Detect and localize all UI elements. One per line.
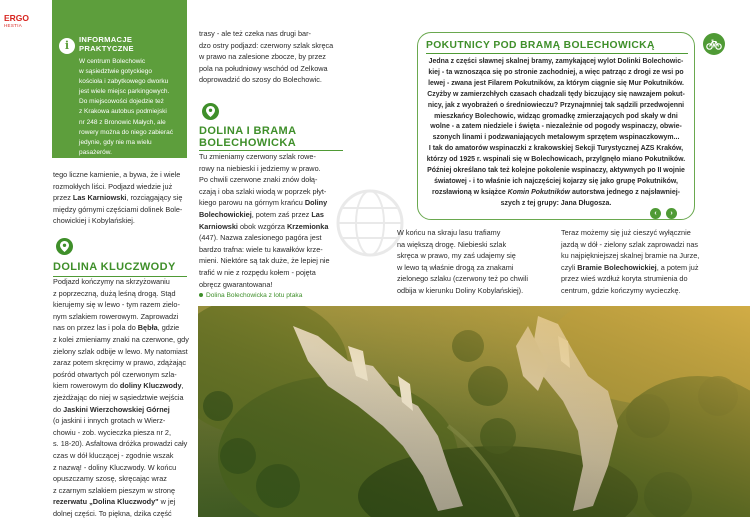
kluczwody-line: z kolei zmieniamy znaki na czerwone, gdy [53, 334, 189, 344]
kluczwody-line: nas on przez las i pola do Bębła, gdzie [53, 323, 180, 333]
info-line: w sąsiedztwie gotyckiego [79, 68, 152, 76]
brama-line: mieni. Niektóre są tak duże, że lepiej nie [199, 256, 330, 266]
kluczwody-line: z czarnym szlakiem pieszym w stronę [53, 485, 176, 495]
story-line: którzy od 1925 r. wspinali się w Bolechowicach, przylgnęło miano Pokutników. [426, 156, 686, 164]
info-title-line1: INFORMACJE [79, 35, 133, 44]
kluczwody-line: rezerwatu „Dolina Kluczwody" w jej [53, 497, 176, 507]
kluczwody-line: pośród otwartych pól czerwonym szla- [53, 369, 177, 379]
col3-line: skręca w prawo, my zaś udajemy się [397, 251, 516, 261]
kluczwody-line: dolnej części. To piękna, dzika część [53, 508, 172, 518]
story-line: lewej - zwana jest Filarem Pokutników, za którym ciągnie się Mur Pokutników. [428, 79, 684, 87]
col4-text [561, 227, 721, 297]
info-line: z Krakowa autobus podmiejski [79, 108, 167, 116]
kluczwody-line: zaraz potem skręcimy w prawo, zdążając [53, 358, 187, 368]
story-line: szonych linami i podzwaniających metalowym sprzętem wspinaczkowym... [432, 134, 680, 142]
brama-line: obręcz gwarantowana! [199, 279, 273, 289]
kluczwody-line: nym szlakiem rowerowym. Zaprowadzi [53, 311, 179, 321]
ergo-hestia-logo [4, 14, 29, 28]
col1-top-text [53, 169, 195, 227]
section-title-brama [199, 125, 296, 149]
col1-line: tego liczne kamienie, a bywa, że i wiele [53, 170, 181, 179]
kluczwody-text [53, 276, 195, 519]
kluczwody-line: (o jaskini i innych grotach w Wierz- [53, 416, 166, 426]
info-icon: i [59, 38, 75, 54]
story-line: Jedna z części sławnej skalnej bramy, zamykającej wylot Dolinki Bolechowic- [428, 58, 684, 65]
logo-line2: HESTIA [4, 23, 23, 28]
watermark-globe [335, 188, 405, 258]
kluczwody-line: zielony szlak odbije w lewo. My natomiast [53, 346, 188, 356]
info-line: nr 248 z Bronowic Małych, ale [79, 118, 166, 126]
info-line: Do miejscowości dojedzie też [79, 98, 164, 106]
section-title-kluczwody: DOLINA KLUCZWODY [53, 261, 176, 273]
valley-aerial-photo [198, 306, 750, 517]
brama-line: czają i oba szlaki wiodą w poprzek płyt- [199, 186, 327, 196]
kluczwody-line: do Jaskini Wierzchowskiej Górnej [53, 404, 170, 414]
caption-bullet-icon [199, 293, 203, 297]
col4-line: czyli Bramie Bolechowickiej, a potem już [561, 262, 699, 272]
brama-line: (447). Nazwa zalesionego pagóra jest [199, 233, 322, 243]
brama-title-line1: DOLINA I BRAMA [199, 125, 297, 137]
kluczwody-line: kierujemy się w lewo - tym razem zielo- [53, 300, 180, 310]
info-text [79, 57, 173, 158]
brama-line: Bolechowickiej, potem zaś przez Las [199, 209, 324, 219]
brama-title-line2: BOLECHOWICKA [199, 137, 297, 149]
bike-icon [703, 33, 725, 55]
story-line: kiej - ta wznosząca się po stronie zachodniej, a więc patrząc z drogi ze wsi po [428, 68, 684, 76]
brama-line: bardzo trafna: wiele tu kawałków krze- [199, 244, 323, 254]
col2-line: doprowadzić do szosy do Bolechowic. [199, 75, 322, 85]
photo-caption [199, 292, 302, 299]
next-arrow-icon[interactable]: › [666, 208, 677, 219]
story-title: POKUTNICY POD BRAMĄ BOLECHOWICKĄ [426, 40, 655, 51]
map-pin-icon [56, 238, 73, 255]
brama-line: Karniowski obok wzgórza Krzemionka [199, 221, 329, 231]
brama-text [199, 151, 349, 290]
caption-text: Dolina Bolechowicka z lotu ptaka [206, 292, 303, 299]
col4-line: Teraz możemy się już cieszyć wyłącznie [561, 228, 691, 237]
story-box [417, 32, 695, 220]
col1-line: przez Las Karniowski, rozciągający się [53, 193, 183, 203]
prev-arrow-icon[interactable]: ‹ [650, 208, 661, 219]
kluczwody-line: czas w dół kluczącej - zgodnie wszak [53, 450, 174, 460]
info-line: kościoła i zabytkowego dworku [79, 78, 169, 86]
col3-line: w lewo tą właśnie drogą za znakami [397, 262, 514, 272]
col3-line: W końcu na skraju lasu trafiamy [397, 228, 501, 237]
brama-line: Po chwili czerwone znaki znów dołą- [199, 175, 318, 185]
info-line: rowery można do niego zabierać [79, 128, 173, 136]
story-line: wolne - a zatem niedziele i święta - niezależnie od pogody wspinaczy, obwie- [430, 123, 682, 131]
col4-line: przez wieś wzdłuż koryta strumienia do [561, 274, 688, 284]
story-line: Później określano tak też kolejne pokolenie wspinaczy, aktywnych po II wojnie [427, 167, 685, 175]
info-line: W centrum Bolechowic [79, 58, 146, 65]
col2-line: trasy - ale też czeka nas drugi bar- [199, 29, 311, 38]
brama-line: trafić w nie z rozpędu kołem - pojęta [199, 267, 316, 277]
story-line: Czyżby w zamierzchłych czasach chadzali tędy biczujący się nawzajem pokut- [427, 90, 685, 98]
col1-line: między górnymi częściami dolinek Bole- [53, 204, 183, 214]
col3-line: zielonego szlaku (czerwony też po chwili [397, 274, 528, 284]
info-line: pasażerów. [79, 148, 112, 156]
story-line: I tak do amatorów wspinaczki z krakowskiej Sekcji Turystycznej AZS Kraków, [428, 145, 684, 153]
kluczwody-line: opuszczamy szosę, skręcając wraz [53, 474, 167, 484]
story-line: mieszkańcy Bolechowic, widząc gromadkę zmierzających pod skały w dni [434, 112, 678, 120]
kluczwody-line: s. 18-20). Asfaltowa dróżka prowadzi cały [53, 439, 188, 449]
col4-line: centrum, gdzie kończymy wycieczkę. [561, 285, 681, 295]
col2-top-text [199, 28, 349, 86]
story-line: szych z tej grupy: Jana Długosza. [500, 199, 612, 207]
col2-line: w prawo na zalesione zbocze, by przez [199, 52, 326, 62]
col3-line: odbija w kierunku Doliny Kobylańskiej). [397, 285, 524, 295]
info-line: jedynie, gdy nie ma wielu [79, 138, 152, 146]
col3-text [397, 227, 547, 297]
info-box [52, 0, 187, 158]
map-pin-icon [202, 103, 219, 120]
col4-line: jazdą w dół - zielony szlak zaprowadzi nas [561, 239, 699, 249]
col4-line: ku najpiękniejszej skalnej bramie na Jurze, [561, 251, 700, 261]
info-title [79, 36, 134, 54]
logo-line1: ERGO [4, 13, 30, 23]
col1-line: chowickiej i Kobylańskiej. [53, 216, 135, 226]
kluczwody-line: kiem rowerowym do doliny Kluczwody, [53, 381, 184, 391]
story-line: nicy, jak z wyobrażeń o średniowieczu? Przynajmniej tak sądzili przedwojenni [427, 101, 685, 109]
kluczwody-line: chowiu - zob. wycieczka piesza nr 2, [53, 427, 172, 437]
story-text [418, 57, 694, 210]
story-rule [426, 53, 688, 54]
col2-line: dzo ostry podjazd: czerwony szlak skręca [199, 40, 334, 50]
brama-line: kiego parowu na górnym krańcu Doliny [199, 198, 328, 208]
brama-line: Tu zmieniamy czerwony szlak rowe- [199, 152, 316, 161]
col3-line: na większą drogę. Niebieski szlak [397, 239, 507, 249]
kluczwody-line: z poprzeczną, dużą leśną drogą. Stąd [53, 288, 176, 298]
kluczwody-line: z nazwą! - doliny Kluczwody. W końcu [53, 462, 177, 472]
col1-line: rozmokłych liści. Podjazd wiedzie już [53, 181, 173, 191]
kluczwody-line: zjeżdżając do niej w sąsiedztwie wejścia [53, 392, 184, 402]
kluczwody-line: Podjazd kończymy na skrzyżowaniu [53, 277, 170, 286]
story-line: światowej - i to właśnie ich najczęściej kojarzy się jako grupę Pokutników, [434, 177, 678, 185]
info-line: jest wiele miejsc parkingowych. [79, 88, 170, 96]
info-title-line2: PRAKTYCZNE [79, 43, 134, 53]
brama-line: rowy na niebieski i jedziemy w prawo. [199, 163, 321, 173]
story-line: rozsławioną w książce Komin Pokutników autorstwa jednego z najsławniej- [432, 188, 680, 196]
col2-line: pola na południowy wschód od Zelkowa [199, 63, 328, 73]
